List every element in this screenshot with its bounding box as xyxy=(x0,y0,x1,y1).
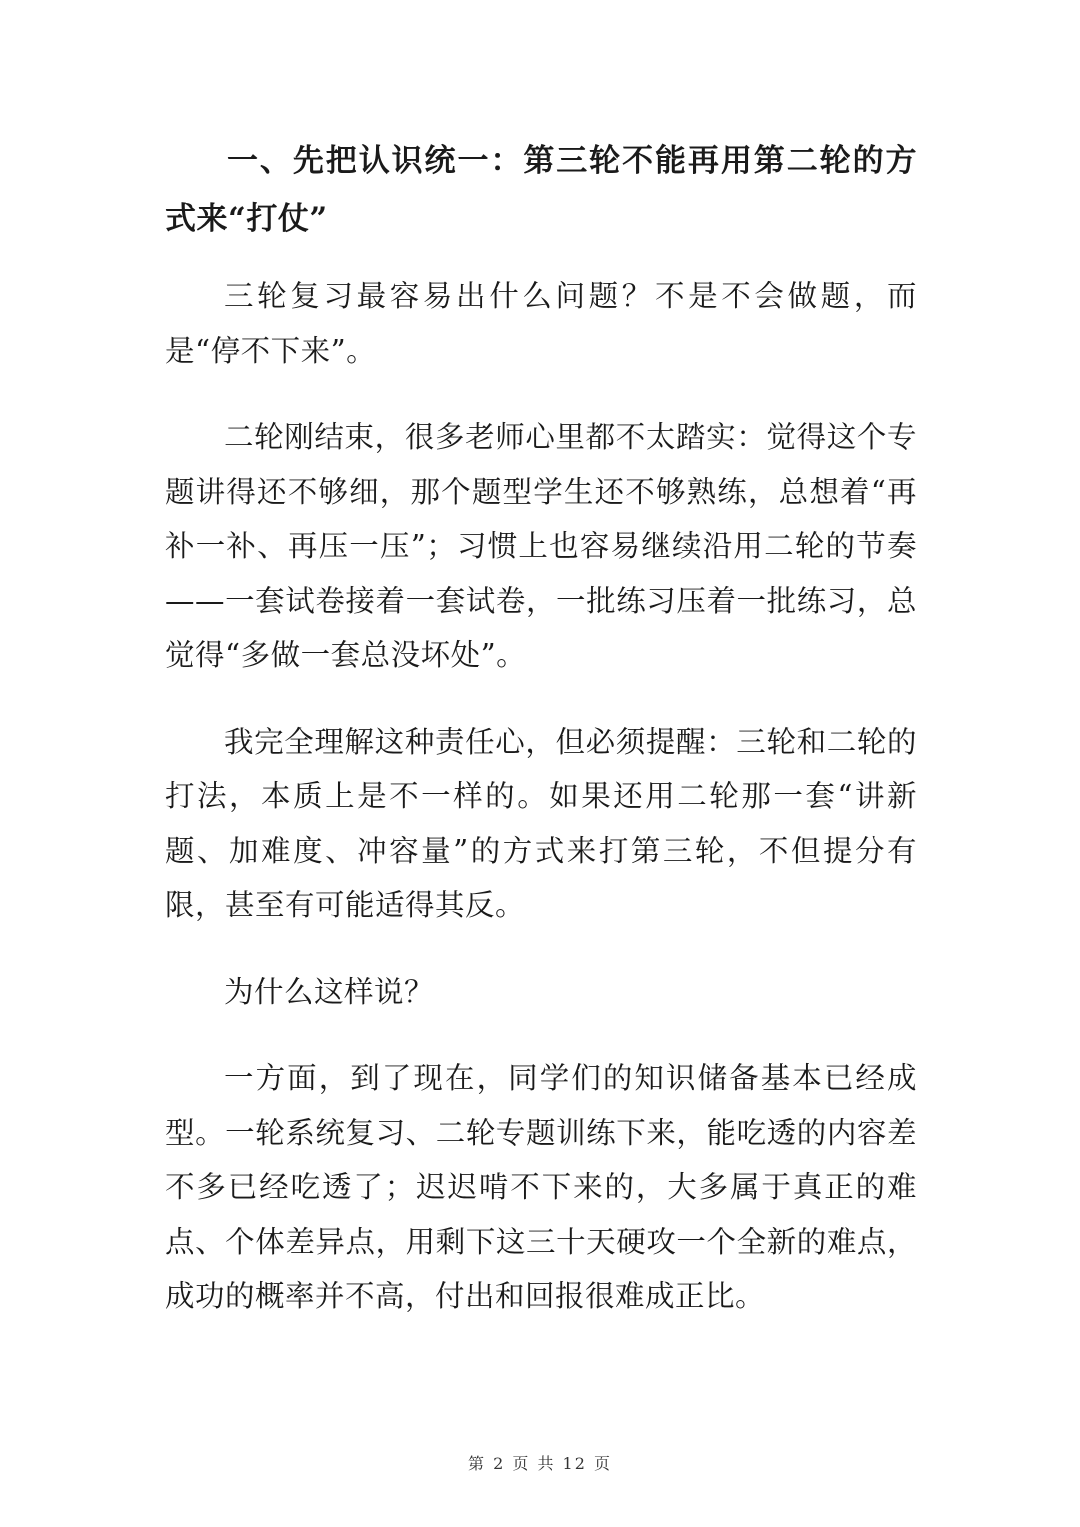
paragraph-4: 为什么这样说？ xyxy=(224,974,435,1009)
paragraph-5: 一方面，到了现在，同学们的知识储备基本已经成型。一轮系统复习、二轮专题训练下来，能吃透的内容差不多已经吃透了；迟迟啃不下来的，大多属于真正的难点、个体差异点，用剩下这三十天硬攻一个全新的难点，成功的概率并不高，付出和回报很难成正比。 xyxy=(165,1061,917,1313)
spacer xyxy=(165,248,917,269)
spacer xyxy=(165,378,917,410)
paragraph-3: 我完全理解这种责任心，但必须提醒：三轮和二轮的打法，本质上是不一样的。如果还用二轮那一套“讲新题、加难度、冲容量”的方式来打第三轮，不但提分有限，甚至有可能适得其反。 xyxy=(165,724,917,922)
spacer xyxy=(165,683,917,715)
spacer xyxy=(165,1019,917,1051)
spacer xyxy=(165,933,917,965)
paragraph-2: 二轮刚结束，很多老师心里都不太踏实：觉得这个专题讲得还不够细，那个题型学生还不够熟练，总想着“再补一补、再压一压”；习惯上也容易继续沿用二轮的节奏——一套试卷接着一套试卷，一批练习压着一批练习，总觉得“多做一套总没坏处”。 xyxy=(165,420,917,672)
section-heading: 一、先把认识统一：第三轮不能再用第二轮的方式来“打仗” xyxy=(165,143,917,237)
document-body xyxy=(165,132,917,1324)
paragraph-1: 三轮复习最容易出什么问题？不是不会做题，而是“停不下来”。 xyxy=(165,279,917,368)
page-number-footer: 第 2 页 共 12 页 xyxy=(468,1454,612,1473)
